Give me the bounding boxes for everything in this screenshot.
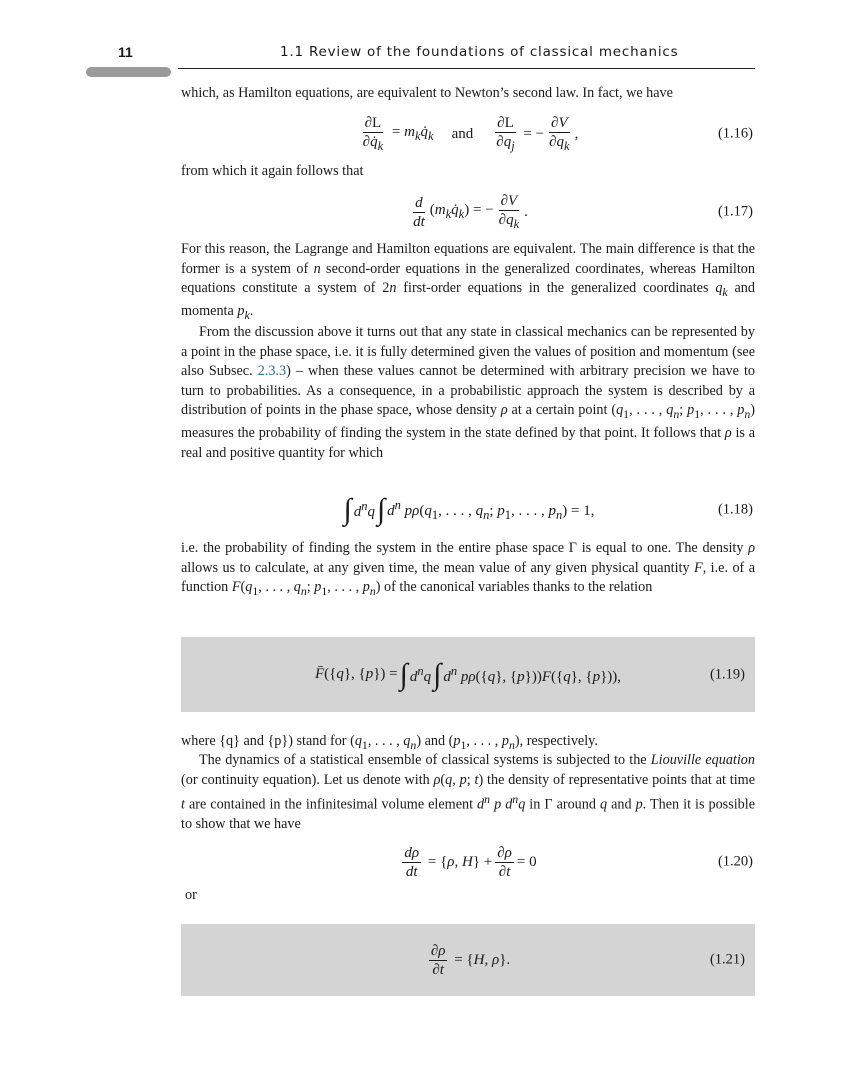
equation-number-1-18: (1.18) <box>717 501 753 518</box>
equation-1-19-body: F̄({q}, {p}) = ∫ $d^nq$ ∫ $d^n$ pρ({q}, {p}))F({q}, {p})), <box>314 657 622 691</box>
header-rule <box>178 68 755 69</box>
equation-number-1-17: (1.17) <box>717 203 753 220</box>
equation-number-1-19: (1.19) <box>709 666 745 682</box>
equation-1-20 <box>181 840 755 884</box>
equation-1-16-body: $\frac{\partial L}{\partial q̇_k}$ = $m_kq̇_k$ and $\frac{\partial L}{\partial q_j}$ = − $\frac{\partial V}{\partial q_k}$ , <box>362 114 579 153</box>
running-title: 1.1 Review of the foundations of classical mechanics <box>280 44 679 60</box>
header-tab-bar <box>86 67 171 77</box>
equation-1-21-box <box>181 924 755 996</box>
liouville-equation-term: Liouville equation <box>650 752 755 768</box>
equation-1-17-body: $\frac{d}{dt}$ $(m_kq̇_k)$ = − $\frac{\partial V}{\partial q_k}$ . <box>413 192 528 231</box>
paragraph-phase-space: From the discussion above it turns out that any state in classical mechanics can be represented by a point in the phase space, i.e. it is fully determined given the values of position and momentum (see also Subsec. 2.3.3) – when these values cannot be determined with arbitrary precision we have to turn to probabilities. As a consequence, in a probabilistic approach the system is described by a distribution of points in the phase space, whose density ρ at a certain point ($q_1$, . . . , $q_n$; $p_1$, . . . , $p_n$) measures the probability of finding the system in the state defined by that point. It follows that ρ is a real and positive quantity for which <box>181 324 756 461</box>
conjunction-and: and <box>451 125 474 142</box>
equation-1-18 <box>181 488 755 532</box>
paragraph-where: where {q} and {p}) stand for ($q_1$, . . . , $q_n$) and ($p_1$, . . . , $p_n$), respectively. <box>181 733 598 752</box>
equation-number-1-21: (1.21) <box>709 951 745 968</box>
paragraph-follows: from which it again follows that <box>181 163 364 179</box>
equation-number-1-20: (1.20) <box>717 853 753 870</box>
paragraph-mean-value: i.e. the probability of finding the system in the entire phase space Γ is equal to one. The density ρ allows us to calculate, at any given time, the mean value of any given physical quantity F, i.e. of a function $F(q_1$, . . . , $q_n$; $p_1$, . . . , $p_n$) of the canonical variables thanks to the relation <box>181 540 756 598</box>
equation-1-20-body: $\frac{d\rho}{dt}$ = {ρ, H} + $\frac{\partial\rho}{\partial t}$ = 0 <box>404 844 537 880</box>
equation-1-18-body: ∫ $d^nq$ ∫ $d^n$ $p\rho(q_1$, . . . , $q_n$; $p_1$, . . . , $p_n) = 1$, <box>343 493 595 526</box>
equation-1-19-box <box>181 637 755 712</box>
page-number: 11 <box>118 44 133 60</box>
subsection-link[interactable]: 2.3.3 <box>257 363 287 379</box>
equation-1-17 <box>181 190 755 234</box>
or-text: or <box>185 887 197 903</box>
equation-1-21-body: $\frac{\partial\rho}{\partial t}$ = {H, ρ}. <box>430 942 511 978</box>
equation-number-1-16: (1.16) <box>717 125 753 142</box>
paragraph-intro: which, as Hamilton equations, are equivalent to Newton’s second law. In fact, we have <box>181 85 673 101</box>
paragraph-liouville: The dynamics of a statistical ensemble of classical systems is subjected to the Liouville equation (or continuity equation). Let us denote with ρ(q, p; t) the density of representative points that at time t are contained in the infinitesimal volume element $d^n$ p $d^nq$ in Γ around q and p. Then it is possible to show that we have <box>181 752 756 833</box>
equation-1-16 <box>181 112 755 156</box>
paragraph-equivalence: For this reason, the Lagrange and Hamilton equations are equivalent. The main difference is that the former is a system of n second-order equations in the generalized coordinates, whereas Hamilton equations constitute a system of 2n first-order equations in the generalized coordinates $q_k$ and momenta $p_k$. <box>181 241 755 323</box>
